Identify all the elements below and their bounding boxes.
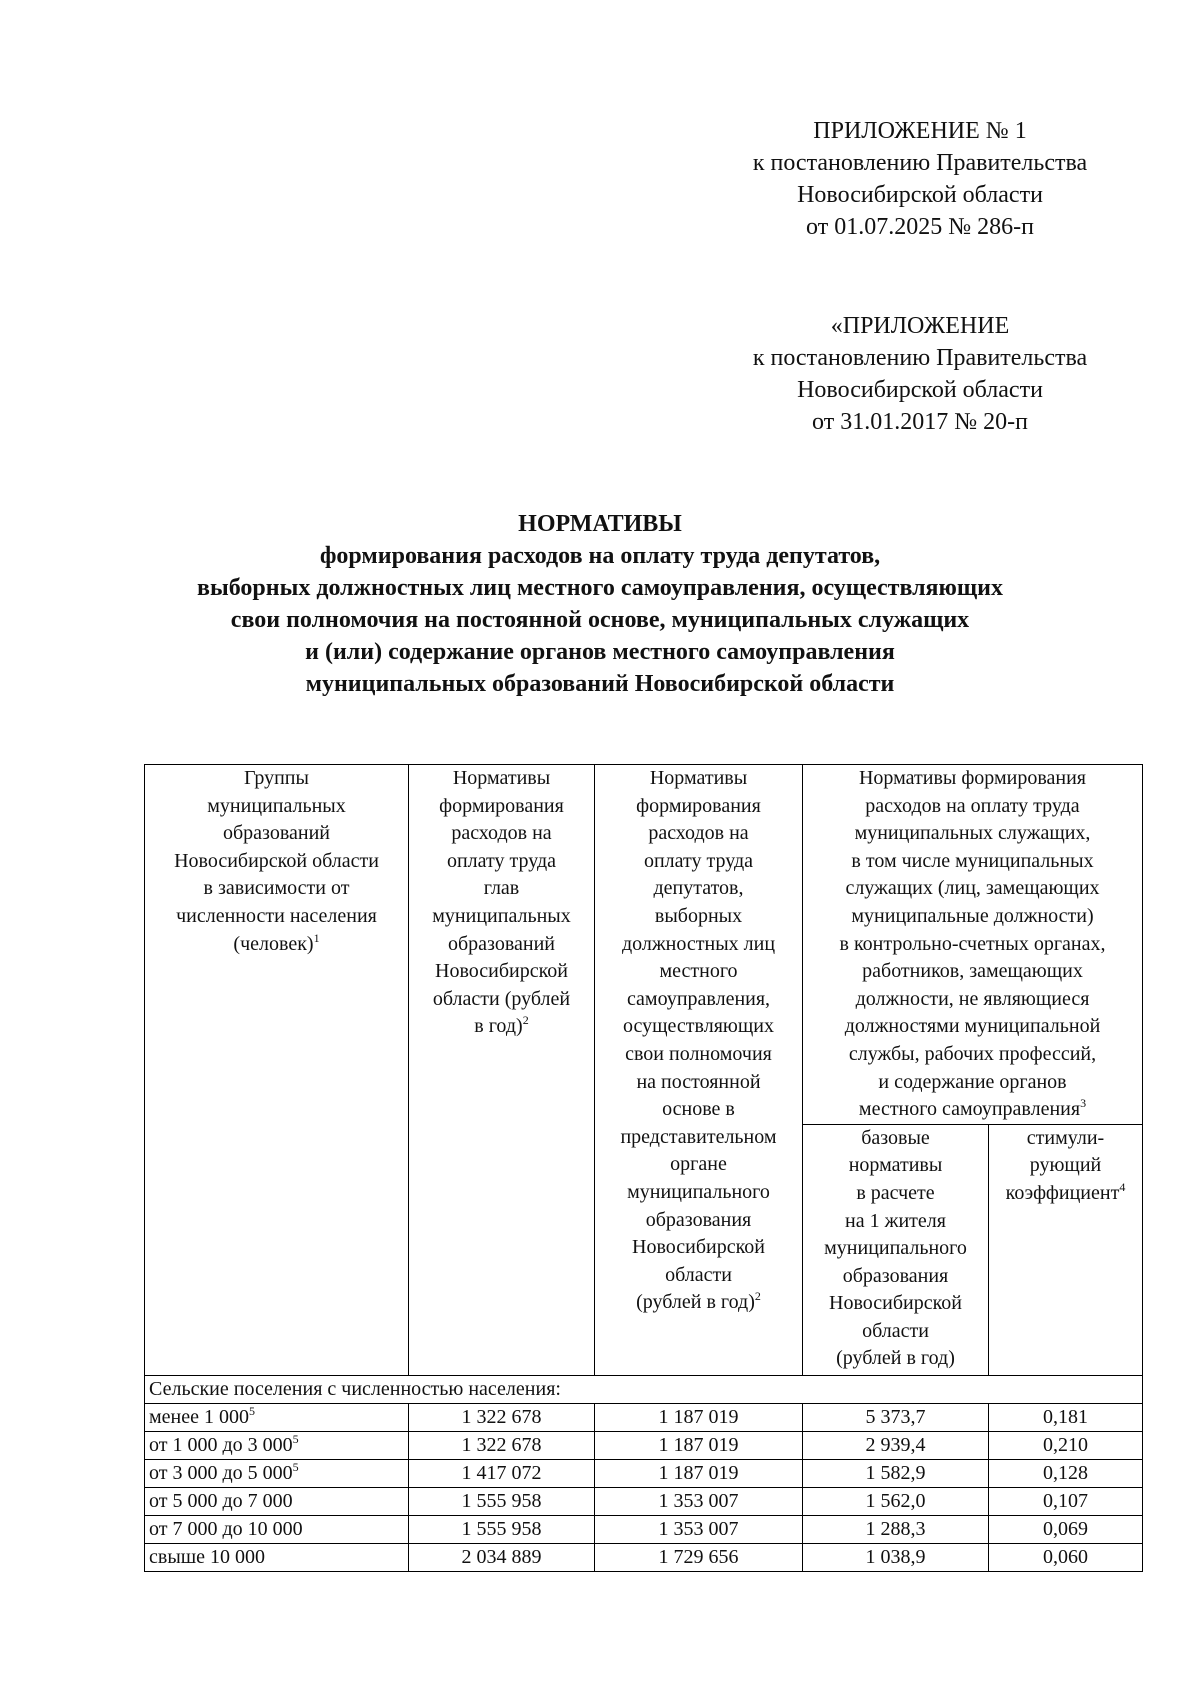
cell-coef: 0,128 [989,1460,1143,1488]
cell-coef: 0,069 [989,1516,1143,1544]
title-line: свои полномочия на постоянной основе, муниципальных служащих [230,607,970,633]
title-line: и (или) содержание органов местного самоуправления [305,639,895,665]
cell-heads: 1 555 958 [409,1488,595,1516]
appendix-2-block [700,310,1140,438]
cell-base: 1 038,9 [803,1544,989,1572]
table-row [145,1544,1143,1572]
appendix-1-line: к постановлению Правительства [752,150,1088,176]
title-line: НОРМАТИВЫ [518,511,682,537]
header-base: базовые нормативы в расчете на 1 жителя муниципального образования Новосибирской области (рублей в год) [803,1124,989,1375]
cell-coef: 0,060 [989,1544,1143,1572]
cell-heads: 2 034 889 [409,1544,595,1572]
cell-heads: 1 322 678 [409,1432,595,1460]
appendix-1-line: от 01.07.2025 № 286-п [806,214,1034,240]
cell-group: свыше 10 000 [145,1544,409,1572]
section-row [145,1375,1143,1404]
header-heads: Нормативы формирования расходов на оплату труда глав муниципальных образований Новосибирской области (рублей в год)$^2$ [409,765,595,1376]
cell-coef: 0,210 [989,1432,1143,1460]
cell-deputies: 1 353 007 [595,1488,803,1516]
table-row [145,1404,1143,1432]
title-line: муниципальных образований Новосибирской области [305,671,895,697]
header-row [145,765,1143,1125]
cell-deputies: 1 729 656 [595,1544,803,1572]
appendix-1-line: ПРИЛОЖЕНИЕ № 1 [813,118,1027,144]
cell-group: от 7 000 до 10 000 [145,1516,409,1544]
appendix-1-block [700,115,1140,243]
title-line: формирования расходов на оплату труда депутатов, [319,543,881,569]
cell-base: 1 562,0 [803,1488,989,1516]
table-row [145,1488,1143,1516]
cell-deputies: 1 187 019 [595,1460,803,1488]
section-label: Сельские поселения с численностью населения: [145,1375,1143,1404]
appendix-2-line: «ПРИЛОЖЕНИЕ [830,313,1010,339]
table-row [145,1516,1143,1544]
cell-coef: 0,181 [989,1404,1143,1432]
cell-base: 1 582,9 [803,1460,989,1488]
cell-deputies: 1 187 019 [595,1432,803,1460]
appendix-2-line: от 31.01.2017 № 20-п [812,409,1028,435]
cell-group: от 1 000 до 3 $000^5$ [145,1432,409,1460]
header-servants: Нормативы формирования расходов на оплату труда муниципальных служащих, в том числе муниципальных служащих (лиц, замещающих муниципальные должности) в контрольно-счетных органах, работников, замещающих должности, не являющиеся должностями муниципальной службы, рабочих профессий, и содержание органов местного самоуправления$^3$ [803,765,1143,1125]
cell-heads: 1 417 072 [409,1460,595,1488]
cell-deputies: 1 187 019 [595,1404,803,1432]
header-deputies: Нормативы формирования расходов на оплату труда депутатов, выборных должностных лиц местного самоуправления, осуществляющих свои полномочия на постоянной основе в представительном органе муниципального образования Новосибирской области (рублей в год)$^2$ [595,765,803,1376]
cell-heads: 1 322 678 [409,1404,595,1432]
appendix-2-line: к постановлению Правительства [752,345,1088,371]
cell-coef: 0,107 [989,1488,1143,1516]
document-title [0,508,1200,700]
cell-heads: 1 555 958 [409,1516,595,1544]
header-coef: стимули- рующий коэффициент$^4$ [989,1124,1143,1375]
appendix-2-line: Новосибирской области [797,377,1043,403]
cell-group: от 3 000 до 5 $000^5$ [145,1460,409,1488]
title-line: выборных должностных лиц местного самоуправления, осуществляющих [197,575,1003,601]
cell-base: 1 288,3 [803,1516,989,1544]
norms-table [144,764,1143,1572]
cell-group: от 5 000 до 7 000 [145,1488,409,1516]
table-row [145,1432,1143,1460]
appendix-1-line: Новосибирской области [797,182,1043,208]
header-groups: Группы муниципальных образований Новосибирской области в зависимости от численности населения (человек)$^1$ [145,765,409,1376]
cell-base: 5 373,7 [803,1404,989,1432]
cell-base: 2 939,4 [803,1432,989,1460]
cell-group: менее 1 $000^5$ [145,1404,409,1432]
cell-deputies: 1 353 007 [595,1516,803,1544]
table-row [145,1460,1143,1488]
